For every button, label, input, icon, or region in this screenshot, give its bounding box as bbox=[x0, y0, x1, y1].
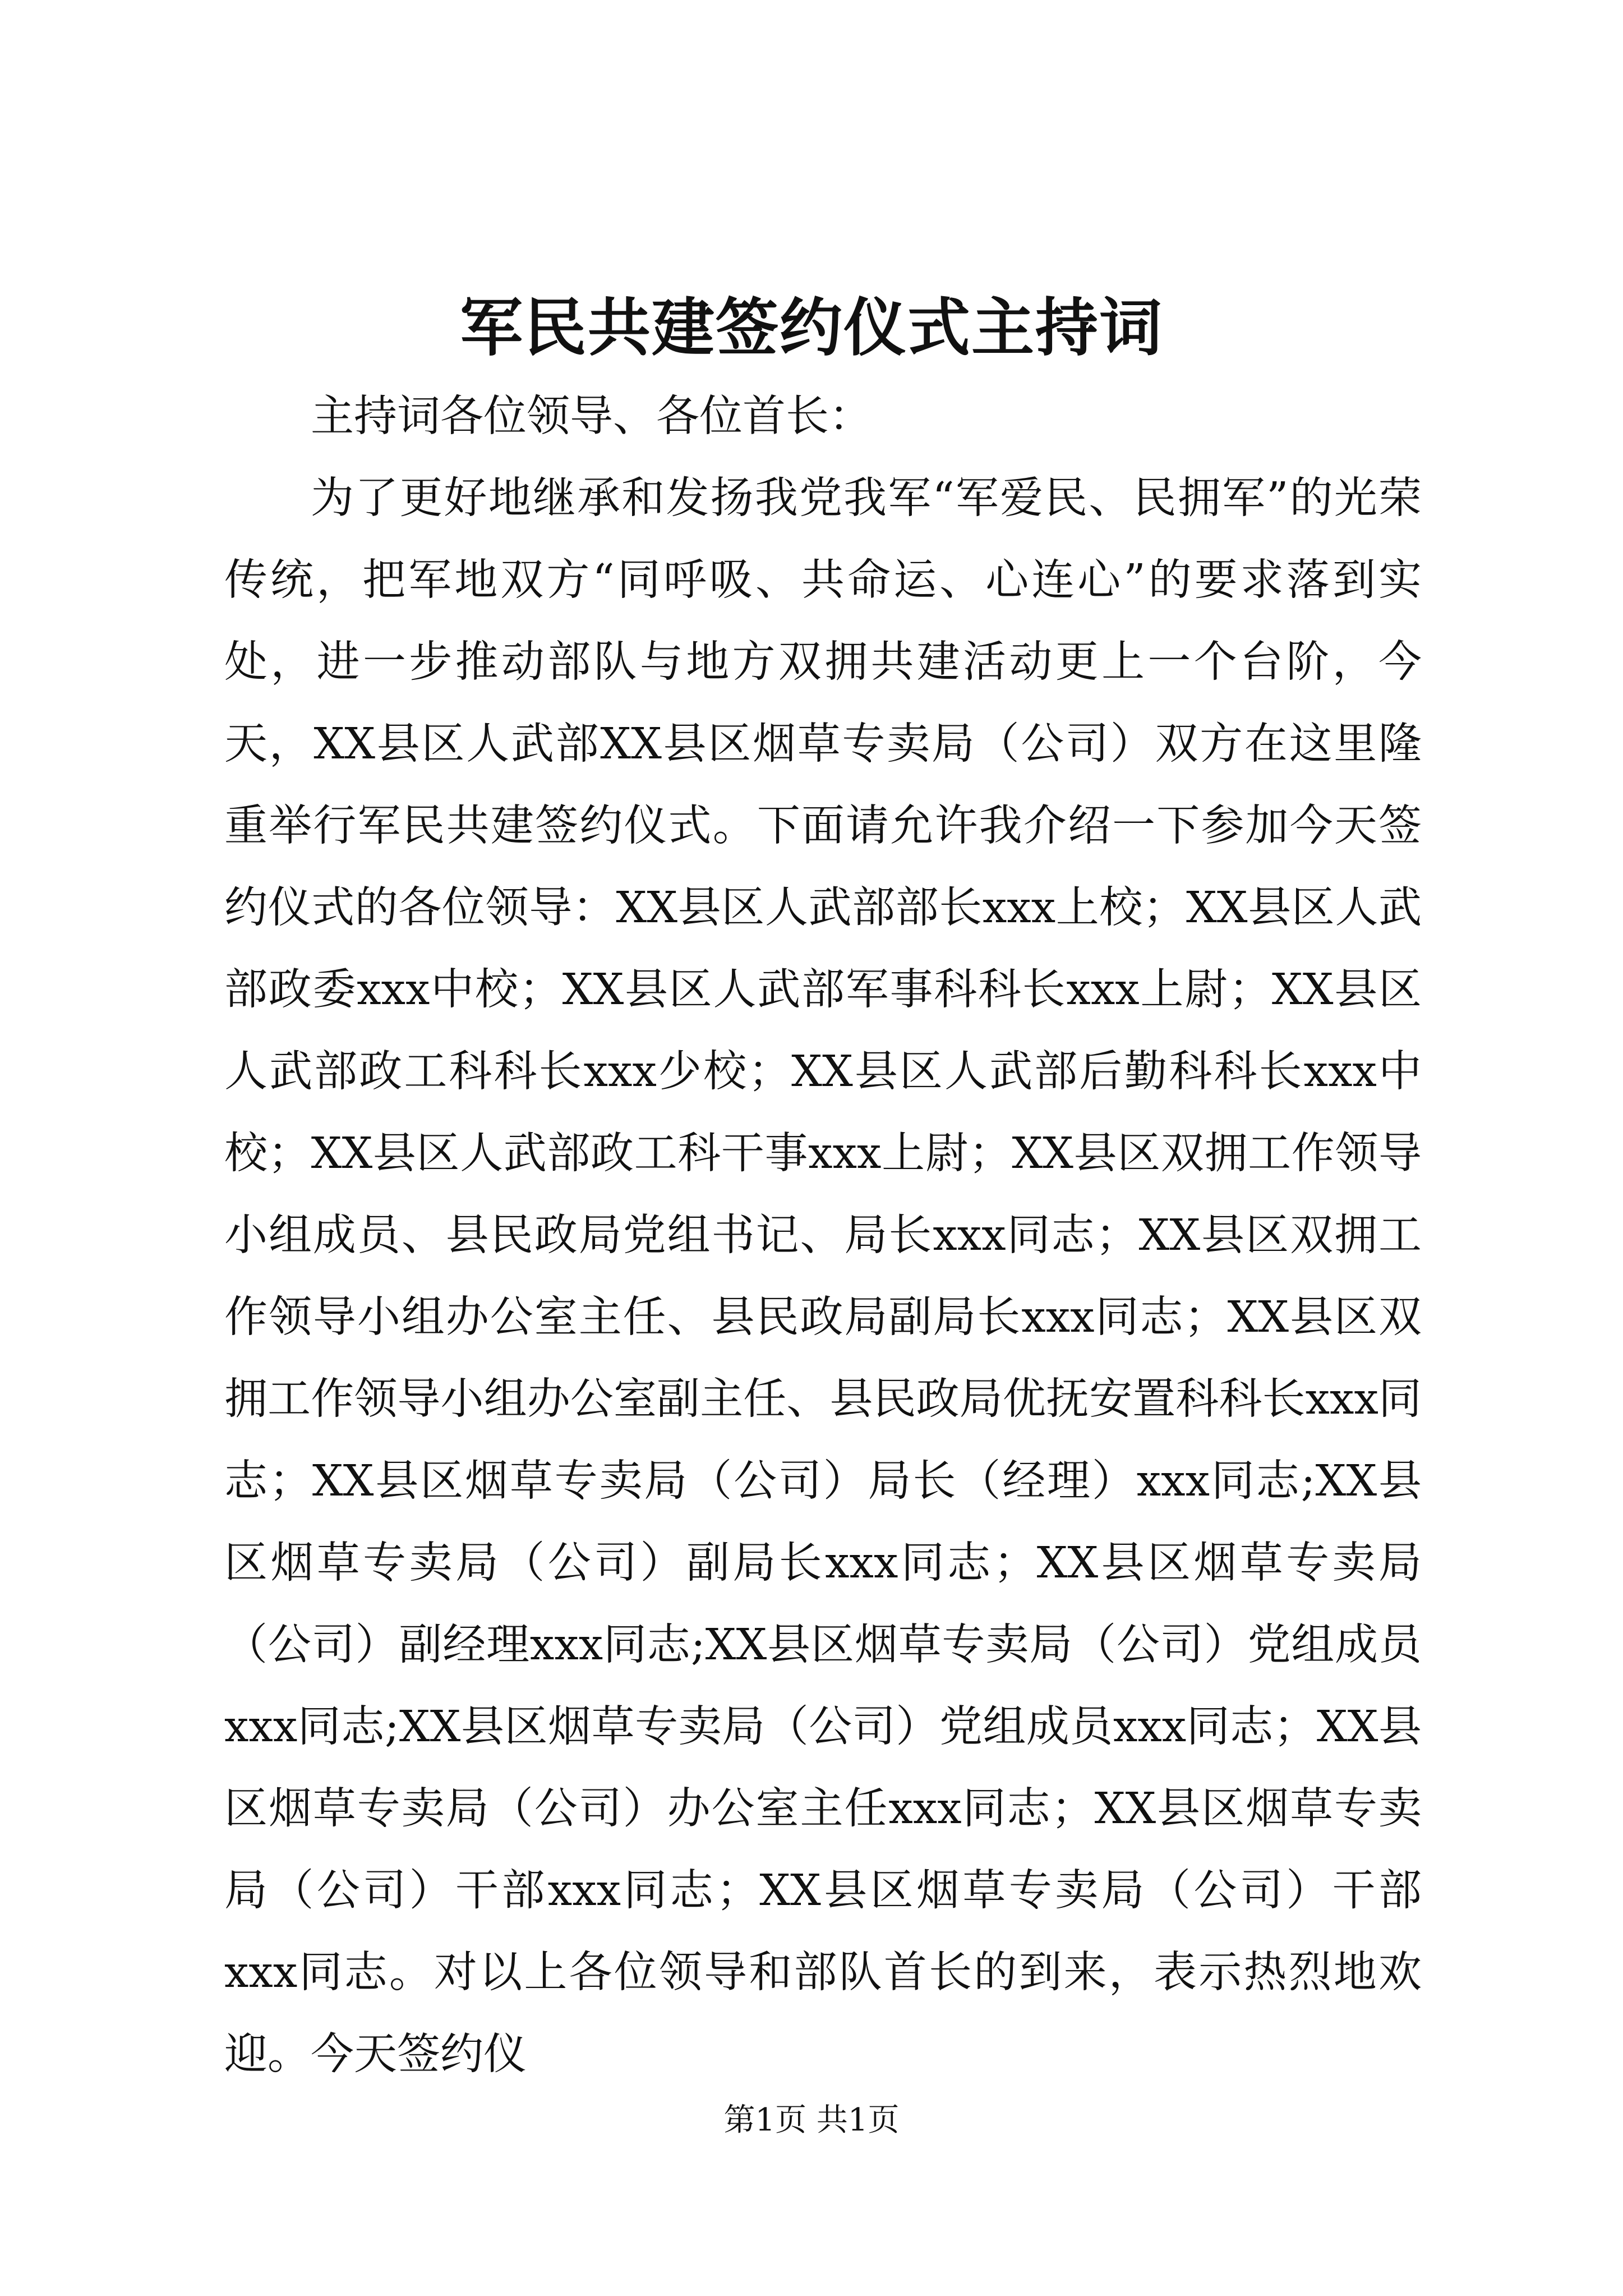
salutation-paragraph: 主持词各位领导、各位首长： bbox=[311, 392, 872, 441]
document-body bbox=[224, 376, 1422, 2096]
document-title: 军民共建签约仪式主持词 bbox=[460, 291, 1163, 365]
body-paragraph: 为了更好地继承和发扬我党我军“军爱民、民拥军”的光荣传统，把军地双方“同呼吸、共命运、心连心”的要求落到实处，进一步推动部队与地方双拥共建活动更上一个台阶，今天，XX县区人武部XX县区烟草专卖局（公司）双方在这里隆重举行军民共建签约仪式。下面请允许我介绍一下参加今天签约仪式的各位领导：XX县区人武部部长xxx上校；XX县区人武部政委xxx中校；XX县区人武部军事科科长xxx上尉；XX县区人武部政工科科长xxx少校；XX县区人武部后勤科科长xxx中校；XX县区人武部政工科干事xxx上尉；XX县区双拥工作领导小组成员、县民政局党组书记、局长xxx同志；XX县区双拥工作领导小组办公室主任、县民政局副局长xxx同志；XX县区双拥工作领导小组办公室副主任、县民政局优抚安置科科长xxx同志；XX县区烟草专卖局（公司）局长（经理）xxx同志;XX县区烟草专卖局（公司）副局长xxx同志；XX县区烟草专卖局（公司）副经理xxx同志;XX县区烟草专卖局（公司）党组成员xxx同志;XX县区烟草专卖局（公司）党组成员xxx同志；XX县区烟草专卖局（公司）办公室主任xxx同志；XX县区烟草专卖局（公司）干部xxx同志；XX县区烟草专卖局（公司）干部xxx同志。对以上各位领导和部队首长的到来，表示热烈地欢迎。今天签约仪 bbox=[224, 473, 1422, 2079]
page-footer: 第1页 共1页 bbox=[723, 2102, 900, 2138]
